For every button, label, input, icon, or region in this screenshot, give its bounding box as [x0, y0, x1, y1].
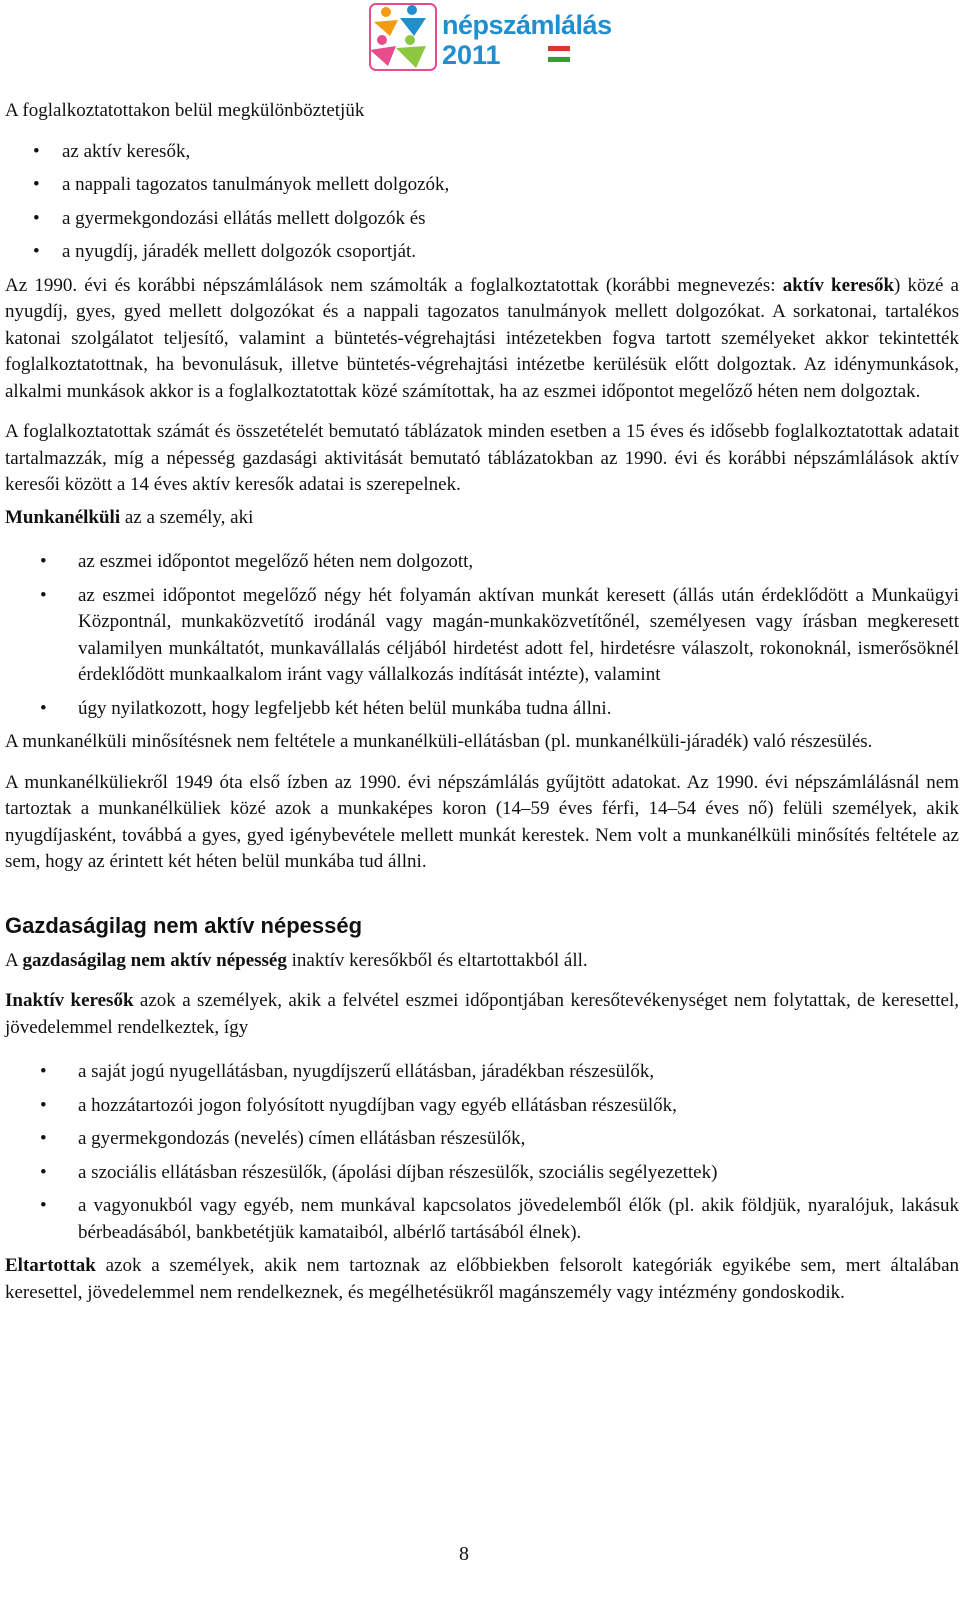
paragraph-inactive-population: A gazdaságilag nem aktív népesség inaktív keresőkből és eltartottakból áll. — [5, 949, 588, 971]
list-item: • az eszmei időpontot megelőző négy hét folyamán aktívan munkát keresett (állás után érdeklődött a Munkaügyi Központnál, munkaközvetítő irodánál vagy magán-munkaközvetítőnél, személyesen vagy írásban megkeresett valamilyen munkáltatót, munkavállalás céljából hirdetést adott fel, hirdetésre válaszolt, rokonoknál, ismerősöknél érdeklődött munkaalkalom iránt vagy vállalkozás indítását intézte), valamint — [5, 583, 959, 689]
list-employed-groups — [5, 139, 959, 266]
hungarian-flag-icon — [548, 46, 570, 62]
list-item: • a szociális ellátásban részesülők, (ápolási díjban részesülők, szociális segélyezettek) — [5, 1160, 959, 1187]
list-item: • úgy nyilatkozott, hogy legfeljebb két héten belül munkába tudna állni. — [5, 696, 959, 723]
people-figures-icon — [368, 2, 440, 74]
list-item: • a vagyonukból vagy egyéb, nem munkával kapcsolatos jövedelemből élők (pl. akik földjük, nyaralójuk, lakásuk bérbeadásából, bankbetétjük kamataiból, albérlő tartásából élnek). — [5, 1193, 959, 1246]
list-item: • a gyermekgondozási ellátás mellett dolgozók és — [5, 206, 959, 233]
list-inactive-earners — [5, 1059, 959, 1246]
paragraph-unemployed-benefit: A munkanélküli minősítésnek nem feltétele a munkanélküli-ellátásban (pl. munkanélküli-járadék) való részesülés. — [5, 731, 873, 752]
paragraph-dependents: Eltartottak azok a személyek, akik nem tartoznak az előbbiekben felsorolt kategóriák egyikébe sem, mert általában keresettel, jövedelemmel nem rendelkeznek, és megélhetésükről magánszemély vagy intézmény gondoskodik. — [5, 1255, 959, 1303]
list-item: • a saját jogú nyugellátásban, nyugdíjszerű ellátásban, járadékban részesülők, — [5, 1059, 959, 1086]
page-number: 8 — [459, 1543, 469, 1565]
paragraph-unemployed-history: A munkanélküliekről 1949 óta első ízben az 1990. évi népszámlálás gyűjtött adatokat. Az 1990. évi népszámlálásnál nem tartoztak a munkanélküliek közé azok a munkaképes koron (14–59 éves férfi, 14–54 éves nő) felüli személyek, akik nyugdíjasként, továbbá a gyes, gyed igénybevétele mellett munkát kerestek. Nem volt a munkanélküli minősítés feltétele az sem, hogy az érintett két héten belül munkába tud állni. — [5, 771, 959, 872]
list-item: • a nappali tagozatos tanulmányok mellett dolgozók, — [5, 172, 959, 199]
logo-wordmark: népszámlálás — [442, 10, 612, 40]
list-item: • a gyermekgondozás (nevelés) címen ellátásban részesülők, — [5, 1126, 959, 1153]
term-gazdasagilag-nem-aktiv: gazdaságilag nem aktív népesség — [22, 949, 287, 971]
list-item: • a nyugdíj, járadék mellett dolgozók csoportját. — [5, 239, 959, 266]
term-aktiv-keresok: aktív keresők — [782, 274, 895, 296]
section-heading: Gazdaságilag nem aktív népesség — [5, 912, 363, 938]
list-item: • a hozzátartozói jogon folyósított nyugdíjban vagy egyéb ellátásban részesülők, — [5, 1093, 959, 1120]
logo-year: 2011 — [442, 40, 501, 70]
paragraph-earlier-censuses: Az 1990. évi és korábbi népszámlálások nem számolták a foglalkoztatottak (korábbi megnevezés: aktív keresők) közé a nyugdíj, gyes, gyed mellett dolgozókat és a nappali tagozatos tanulmányok mellett dolgozókat. A sorkatonai, tartalékos katonai szolgálatot teljesítő, valamint a büntetés-végrehajtási intézetekben fogva tartott személyeket akkor tekintették foglalkoztatottnak, ha bevonulásuk, illetve büntetés-végrehajtási intézetbe kerülésük előtt dolgoztak. Az idénymunkások, alkalmi munkások akkor is a foglalkoztatottak közé számítottak, ha az eszmei időpontot megelőző héten nem dolgoztak. — [5, 274, 959, 402]
list-item: • az aktív keresők, — [5, 139, 959, 166]
list-item: • az eszmei időpontot megelőző héten nem dolgozott, — [5, 549, 959, 576]
paragraph-tables: A foglalkoztatottak számát és összetételét bemutató táblázatok minden esetben a 15 éves és idősebb foglalkoztatottak adatait tartalmazzák, míg a népesség gazdasági aktivitását bemutató táblázatokban az 1990. évi és korábbi népszámlálások aktív keresői között a 14 éves aktív keresők adatai is szerepelnek. — [5, 421, 959, 495]
term-eltartottak: Eltartottak — [5, 1255, 96, 1276]
term-inaktiv-keresok: Inaktív keresők — [5, 990, 134, 1011]
term-munkanelkuli: Munkanélküli — [5, 506, 121, 528]
list-unemployed-criteria — [5, 549, 959, 722]
paragraph-intro: A foglalkoztatottakon belül megkülönböztetjük — [5, 100, 365, 121]
paragraph-unemployed-def: Munkanélküli az a személy, aki — [5, 506, 254, 528]
nepszamlalas-2011-logo — [368, 2, 612, 74]
paragraph-inactive-earners: Inaktív keresők azok a személyek, akik a felvétel eszmei időpontjában keresőtevékenységet nem folytattak, de keresettel, jövedelemmel rendelkeztek, így — [5, 990, 959, 1038]
document-body — [5, 98, 959, 1320]
